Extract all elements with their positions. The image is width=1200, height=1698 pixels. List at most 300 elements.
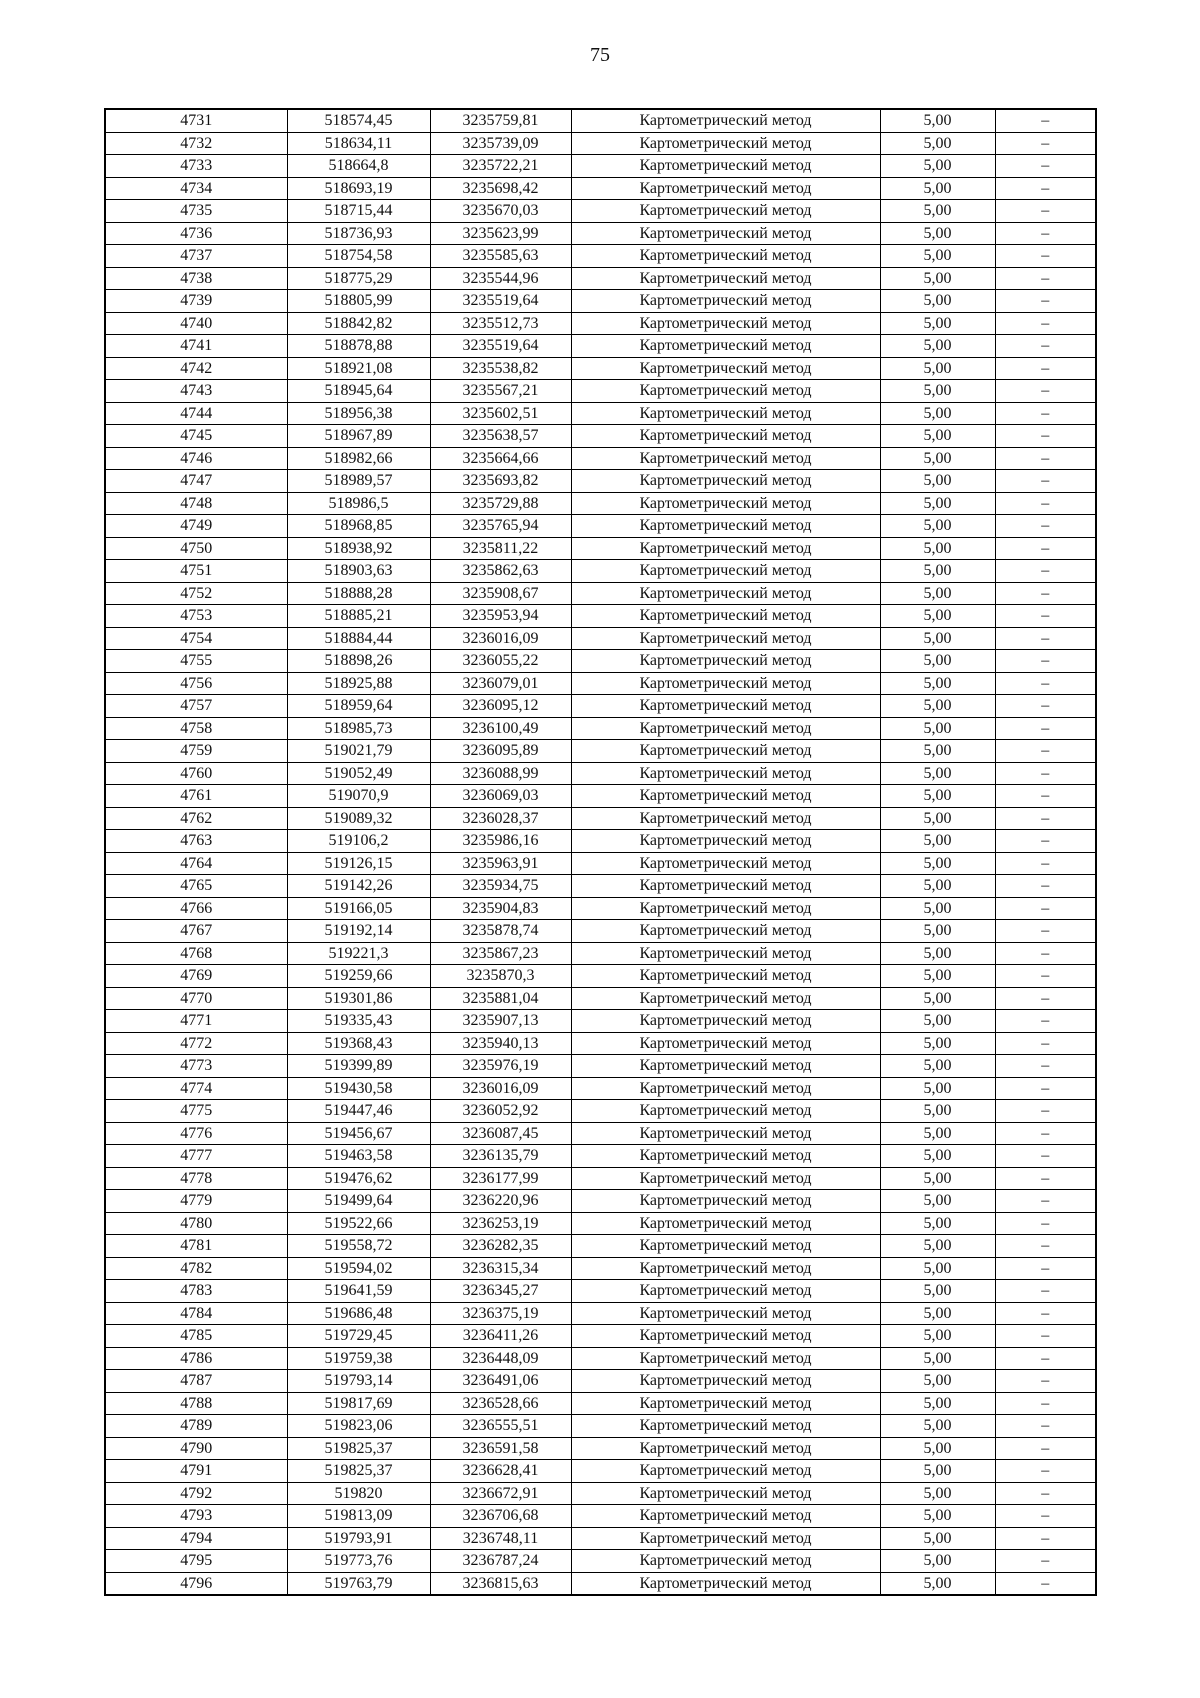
x-coordinate-cell: 519430,58	[287, 1077, 430, 1100]
table-row	[105, 1010, 1096, 1033]
y-coordinate-cell: 3235664,66	[430, 447, 571, 470]
table-row	[105, 582, 1096, 605]
accuracy-cell: 5,00	[880, 447, 995, 470]
accuracy-cell: 5,00	[880, 1505, 995, 1528]
accuracy-cell: 5,00	[880, 785, 995, 808]
point-number-cell: 4784	[105, 1302, 287, 1325]
description-cell: –	[995, 875, 1096, 898]
point-number-cell: 4766	[105, 897, 287, 920]
point-number-cell: 4789	[105, 1415, 287, 1438]
accuracy-cell: 5,00	[880, 245, 995, 268]
x-coordinate-cell: 518664,8	[287, 155, 430, 178]
accuracy-cell: 5,00	[880, 177, 995, 200]
accuracy-cell: 5,00	[880, 1325, 995, 1348]
point-number-cell: 4735	[105, 200, 287, 223]
table-row	[105, 470, 1096, 493]
y-coordinate-cell: 3235567,21	[430, 380, 571, 403]
table-row	[105, 1437, 1096, 1460]
description-cell: –	[995, 1212, 1096, 1235]
description-cell: –	[995, 1302, 1096, 1325]
x-coordinate-cell: 519052,49	[287, 762, 430, 785]
x-coordinate-cell: 519817,69	[287, 1392, 430, 1415]
method-cell: Картометрический метод	[571, 132, 880, 155]
x-coordinate-cell: 519522,66	[287, 1212, 430, 1235]
accuracy-cell: 5,00	[880, 740, 995, 763]
method-cell: Картометрический метод	[571, 740, 880, 763]
method-cell: Картометрический метод	[571, 627, 880, 650]
method-cell: Картометрический метод	[571, 177, 880, 200]
point-number-cell: 4736	[105, 222, 287, 245]
y-coordinate-cell: 3236028,37	[430, 807, 571, 830]
table-row	[105, 132, 1096, 155]
accuracy-cell: 5,00	[880, 312, 995, 335]
table-row	[105, 785, 1096, 808]
point-number-cell: 4753	[105, 605, 287, 628]
point-number-cell: 4744	[105, 402, 287, 425]
y-coordinate-cell: 3235986,16	[430, 830, 571, 853]
point-number-cell: 4734	[105, 177, 287, 200]
method-cell: Картометрический метод	[571, 425, 880, 448]
accuracy-cell: 5,00	[880, 357, 995, 380]
table-row	[105, 1370, 1096, 1393]
accuracy-cell: 5,00	[880, 987, 995, 1010]
point-number-cell: 4763	[105, 830, 287, 853]
accuracy-cell: 5,00	[880, 875, 995, 898]
y-coordinate-cell: 3236672,91	[430, 1482, 571, 1505]
description-cell: –	[995, 312, 1096, 335]
y-coordinate-cell: 3235881,04	[430, 987, 571, 1010]
point-number-cell: 4792	[105, 1482, 287, 1505]
table-row	[105, 357, 1096, 380]
point-number-cell: 4755	[105, 650, 287, 673]
description-cell: –	[995, 492, 1096, 515]
y-coordinate-cell: 3236135,79	[430, 1145, 571, 1168]
table-row	[105, 1077, 1096, 1100]
accuracy-cell: 5,00	[880, 492, 995, 515]
method-cell: Картометрический метод	[571, 267, 880, 290]
description-cell: –	[995, 1392, 1096, 1415]
table-row	[105, 942, 1096, 965]
y-coordinate-cell: 3236345,27	[430, 1280, 571, 1303]
accuracy-cell: 5,00	[880, 425, 995, 448]
x-coordinate-cell: 519823,06	[287, 1415, 430, 1438]
y-coordinate-cell: 3236282,35	[430, 1235, 571, 1258]
x-coordinate-cell: 519476,62	[287, 1167, 430, 1190]
description-cell: –	[995, 830, 1096, 853]
method-cell: Картометрический метод	[571, 830, 880, 853]
accuracy-cell: 5,00	[880, 582, 995, 605]
x-coordinate-cell: 518925,88	[287, 672, 430, 695]
y-coordinate-cell: 3236095,89	[430, 740, 571, 763]
y-coordinate-cell: 3235670,03	[430, 200, 571, 223]
table-row	[105, 830, 1096, 853]
table-row	[105, 1527, 1096, 1550]
table-row	[105, 155, 1096, 178]
method-cell: Картометрический метод	[571, 492, 880, 515]
accuracy-cell: 5,00	[880, 1482, 995, 1505]
method-cell: Картометрический метод	[571, 875, 880, 898]
accuracy-cell: 5,00	[880, 627, 995, 650]
description-cell: –	[995, 267, 1096, 290]
x-coordinate-cell: 518878,88	[287, 335, 430, 358]
x-coordinate-cell: 519070,9	[287, 785, 430, 808]
x-coordinate-cell: 518888,28	[287, 582, 430, 605]
table-row	[105, 762, 1096, 785]
point-number-cell: 4745	[105, 425, 287, 448]
method-cell: Картометрический метод	[571, 537, 880, 560]
description-cell: –	[995, 807, 1096, 830]
table-row	[105, 222, 1096, 245]
description-cell: –	[995, 1527, 1096, 1550]
x-coordinate-cell: 518985,73	[287, 717, 430, 740]
table-row	[105, 425, 1096, 448]
description-cell: –	[995, 1437, 1096, 1460]
table-row	[105, 740, 1096, 763]
accuracy-cell: 5,00	[880, 1460, 995, 1483]
point-number-cell: 4760	[105, 762, 287, 785]
accuracy-cell: 5,00	[880, 717, 995, 740]
method-cell: Картометрический метод	[571, 672, 880, 695]
point-number-cell: 4782	[105, 1257, 287, 1280]
x-coordinate-cell: 519447,46	[287, 1100, 430, 1123]
x-coordinate-cell: 519463,58	[287, 1145, 430, 1168]
x-coordinate-cell: 518989,57	[287, 470, 430, 493]
x-coordinate-cell: 519499,64	[287, 1190, 430, 1213]
description-cell: –	[995, 717, 1096, 740]
point-number-cell: 4764	[105, 852, 287, 875]
x-coordinate-cell: 518634,11	[287, 132, 430, 155]
accuracy-cell: 5,00	[880, 897, 995, 920]
table-row	[105, 920, 1096, 943]
method-cell: Картометрический метод	[571, 1055, 880, 1078]
x-coordinate-cell: 518885,21	[287, 605, 430, 628]
table-row	[105, 1235, 1096, 1258]
table-row	[105, 267, 1096, 290]
y-coordinate-cell: 3235765,94	[430, 515, 571, 538]
method-cell: Картометрический метод	[571, 1482, 880, 1505]
y-coordinate-cell: 3235934,75	[430, 875, 571, 898]
y-coordinate-cell: 3235512,73	[430, 312, 571, 335]
description-cell: –	[995, 1325, 1096, 1348]
accuracy-cell: 5,00	[880, 155, 995, 178]
description-cell: –	[995, 762, 1096, 785]
table-row	[105, 1257, 1096, 1280]
point-number-cell: 4770	[105, 987, 287, 1010]
x-coordinate-cell: 519166,05	[287, 897, 430, 920]
y-coordinate-cell: 3236491,06	[430, 1370, 571, 1393]
x-coordinate-cell: 519686,48	[287, 1302, 430, 1325]
description-cell: –	[995, 582, 1096, 605]
table-row	[105, 650, 1096, 673]
method-cell: Картометрический метод	[571, 942, 880, 965]
method-cell: Картометрический метод	[571, 1325, 880, 1348]
x-coordinate-cell: 519126,15	[287, 852, 430, 875]
y-coordinate-cell: 3236095,12	[430, 695, 571, 718]
method-cell: Картометрический метод	[571, 1392, 880, 1415]
description-cell: –	[995, 245, 1096, 268]
accuracy-cell: 5,00	[880, 537, 995, 560]
table-row	[105, 200, 1096, 223]
x-coordinate-cell: 518715,44	[287, 200, 430, 223]
point-number-cell: 4746	[105, 447, 287, 470]
y-coordinate-cell: 3235538,82	[430, 357, 571, 380]
method-cell: Картометрический метод	[571, 1550, 880, 1573]
table-row	[105, 807, 1096, 830]
y-coordinate-cell: 3235940,13	[430, 1032, 571, 1055]
accuracy-cell: 5,00	[880, 1010, 995, 1033]
point-number-cell: 4741	[105, 335, 287, 358]
point-number-cell: 4758	[105, 717, 287, 740]
accuracy-cell: 5,00	[880, 1370, 995, 1393]
method-cell: Картометрический метод	[571, 1527, 880, 1550]
table-row	[105, 537, 1096, 560]
y-coordinate-cell: 3235878,74	[430, 920, 571, 943]
x-coordinate-cell: 519641,59	[287, 1280, 430, 1303]
y-coordinate-cell: 3235862,63	[430, 560, 571, 583]
table-row	[105, 515, 1096, 538]
description-cell: –	[995, 1122, 1096, 1145]
point-number-cell: 4776	[105, 1122, 287, 1145]
accuracy-cell: 5,00	[880, 267, 995, 290]
x-coordinate-cell: 519793,91	[287, 1527, 430, 1550]
table-row	[105, 1325, 1096, 1348]
x-coordinate-cell: 519368,43	[287, 1032, 430, 1055]
accuracy-cell: 5,00	[880, 200, 995, 223]
description-cell: –	[995, 1010, 1096, 1033]
point-number-cell: 4794	[105, 1527, 287, 1550]
point-number-cell: 4749	[105, 515, 287, 538]
y-coordinate-cell: 3235722,21	[430, 155, 571, 178]
y-coordinate-cell: 3235693,82	[430, 470, 571, 493]
y-coordinate-cell: 3235870,3	[430, 965, 571, 988]
accuracy-cell: 5,00	[880, 1527, 995, 1550]
point-number-cell: 4738	[105, 267, 287, 290]
description-cell: –	[995, 380, 1096, 403]
method-cell: Картометрический метод	[571, 312, 880, 335]
method-cell: Картометрический метод	[571, 1122, 880, 1145]
y-coordinate-cell: 3235638,57	[430, 425, 571, 448]
table-row	[105, 290, 1096, 313]
table-row	[105, 109, 1096, 132]
method-cell: Картометрический метод	[571, 717, 880, 740]
method-cell: Картометрический метод	[571, 335, 880, 358]
y-coordinate-cell: 3236815,63	[430, 1572, 571, 1595]
point-number-cell: 4731	[105, 109, 287, 132]
y-coordinate-cell: 3235602,51	[430, 402, 571, 425]
method-cell: Картометрический метод	[571, 1032, 880, 1055]
description-cell: –	[995, 1505, 1096, 1528]
point-number-cell: 4762	[105, 807, 287, 830]
table-row	[105, 695, 1096, 718]
y-coordinate-cell: 3236220,96	[430, 1190, 571, 1213]
point-number-cell: 4790	[105, 1437, 287, 1460]
method-cell: Картометрический метод	[571, 807, 880, 830]
table-row	[105, 335, 1096, 358]
x-coordinate-cell: 518921,08	[287, 357, 430, 380]
accuracy-cell: 5,00	[880, 222, 995, 245]
table-row	[105, 897, 1096, 920]
description-cell: –	[995, 1572, 1096, 1595]
description-cell: –	[995, 1077, 1096, 1100]
description-cell: –	[995, 650, 1096, 673]
accuracy-cell: 5,00	[880, 605, 995, 628]
y-coordinate-cell: 3235519,64	[430, 335, 571, 358]
method-cell: Картометрический метод	[571, 1302, 880, 1325]
x-coordinate-cell: 518805,99	[287, 290, 430, 313]
table-row	[105, 447, 1096, 470]
point-number-cell: 4754	[105, 627, 287, 650]
y-coordinate-cell: 3236555,51	[430, 1415, 571, 1438]
point-number-cell: 4791	[105, 1460, 287, 1483]
y-coordinate-cell: 3235759,81	[430, 109, 571, 132]
y-coordinate-cell: 3235908,67	[430, 582, 571, 605]
y-coordinate-cell: 3236628,41	[430, 1460, 571, 1483]
accuracy-cell: 5,00	[880, 1190, 995, 1213]
y-coordinate-cell: 3235729,88	[430, 492, 571, 515]
x-coordinate-cell: 519820	[287, 1482, 430, 1505]
accuracy-cell: 5,00	[880, 1212, 995, 1235]
y-coordinate-cell: 3235739,09	[430, 132, 571, 155]
x-coordinate-cell: 518903,63	[287, 560, 430, 583]
table-row	[105, 987, 1096, 1010]
table-row	[105, 402, 1096, 425]
table-row	[105, 605, 1096, 628]
description-cell: –	[995, 920, 1096, 943]
table-row	[105, 1167, 1096, 1190]
y-coordinate-cell: 3235963,91	[430, 852, 571, 875]
x-coordinate-cell: 519335,43	[287, 1010, 430, 1033]
y-coordinate-cell: 3235623,99	[430, 222, 571, 245]
point-number-cell: 4759	[105, 740, 287, 763]
accuracy-cell: 5,00	[880, 1055, 995, 1078]
point-number-cell: 4765	[105, 875, 287, 898]
description-cell: –	[995, 1550, 1096, 1573]
point-number-cell: 4747	[105, 470, 287, 493]
table-row	[105, 245, 1096, 268]
y-coordinate-cell: 3235811,22	[430, 537, 571, 560]
table-row	[105, 312, 1096, 335]
y-coordinate-cell: 3235867,23	[430, 942, 571, 965]
accuracy-cell: 5,00	[880, 560, 995, 583]
accuracy-cell: 5,00	[880, 830, 995, 853]
method-cell: Картометрический метод	[571, 109, 880, 132]
point-number-cell: 4756	[105, 672, 287, 695]
coordinates-table	[104, 108, 1097, 1596]
description-cell: –	[995, 560, 1096, 583]
method-cell: Картометрический метод	[571, 852, 880, 875]
description-cell: –	[995, 1347, 1096, 1370]
description-cell: –	[995, 155, 1096, 178]
point-number-cell: 4781	[105, 1235, 287, 1258]
accuracy-cell: 5,00	[880, 335, 995, 358]
description-cell: –	[995, 470, 1096, 493]
description-cell: –	[995, 605, 1096, 628]
accuracy-cell: 5,00	[880, 1415, 995, 1438]
method-cell: Картометрический метод	[571, 515, 880, 538]
table-row	[105, 875, 1096, 898]
x-coordinate-cell: 518945,64	[287, 380, 430, 403]
x-coordinate-cell: 518982,66	[287, 447, 430, 470]
x-coordinate-cell: 519594,02	[287, 1257, 430, 1280]
y-coordinate-cell: 3236100,49	[430, 717, 571, 740]
method-cell: Картометрический метод	[571, 1235, 880, 1258]
point-number-cell: 4743	[105, 380, 287, 403]
point-number-cell: 4761	[105, 785, 287, 808]
accuracy-cell: 5,00	[880, 1302, 995, 1325]
x-coordinate-cell: 519825,37	[287, 1437, 430, 1460]
point-number-cell: 4751	[105, 560, 287, 583]
method-cell: Картометрический метод	[571, 380, 880, 403]
y-coordinate-cell: 3236055,22	[430, 650, 571, 673]
y-coordinate-cell: 3235519,64	[430, 290, 571, 313]
y-coordinate-cell: 3236052,92	[430, 1100, 571, 1123]
x-coordinate-cell: 518898,26	[287, 650, 430, 673]
table-row	[105, 717, 1096, 740]
description-cell: –	[995, 672, 1096, 695]
y-coordinate-cell: 3236087,45	[430, 1122, 571, 1145]
x-coordinate-cell: 519106,2	[287, 830, 430, 853]
description-cell: –	[995, 447, 1096, 470]
point-number-cell: 4779	[105, 1190, 287, 1213]
point-number-cell: 4757	[105, 695, 287, 718]
method-cell: Картометрический метод	[571, 1077, 880, 1100]
x-coordinate-cell: 518959,64	[287, 695, 430, 718]
method-cell: Картометрический метод	[571, 650, 880, 673]
x-coordinate-cell: 519759,38	[287, 1347, 430, 1370]
point-number-cell: 4732	[105, 132, 287, 155]
description-cell: –	[995, 515, 1096, 538]
y-coordinate-cell: 3235904,83	[430, 897, 571, 920]
x-coordinate-cell: 519021,79	[287, 740, 430, 763]
point-number-cell: 4740	[105, 312, 287, 335]
y-coordinate-cell: 3236177,99	[430, 1167, 571, 1190]
method-cell: Картометрический метод	[571, 1347, 880, 1370]
description-cell: –	[995, 1482, 1096, 1505]
method-cell: Картометрический метод	[571, 1190, 880, 1213]
table-row	[105, 1550, 1096, 1573]
y-coordinate-cell: 3236016,09	[430, 627, 571, 650]
point-number-cell: 4768	[105, 942, 287, 965]
x-coordinate-cell: 519089,32	[287, 807, 430, 830]
x-coordinate-cell: 518938,92	[287, 537, 430, 560]
point-number-cell: 4775	[105, 1100, 287, 1123]
table-row	[105, 672, 1096, 695]
method-cell: Картометрический метод	[571, 1167, 880, 1190]
accuracy-cell: 5,00	[880, 1257, 995, 1280]
accuracy-cell: 5,00	[880, 695, 995, 718]
description-cell: –	[995, 897, 1096, 920]
x-coordinate-cell: 519793,14	[287, 1370, 430, 1393]
method-cell: Картометрический метод	[571, 965, 880, 988]
point-number-cell: 4777	[105, 1145, 287, 1168]
description-cell: –	[995, 987, 1096, 1010]
description-cell: –	[995, 740, 1096, 763]
accuracy-cell: 5,00	[880, 852, 995, 875]
accuracy-cell: 5,00	[880, 1167, 995, 1190]
method-cell: Картометрический метод	[571, 155, 880, 178]
table-row	[105, 1055, 1096, 1078]
method-cell: Картометрический метод	[571, 1370, 880, 1393]
method-cell: Картометрический метод	[571, 605, 880, 628]
description-cell: –	[995, 1190, 1096, 1213]
table-row	[105, 1100, 1096, 1123]
y-coordinate-cell: 3236016,09	[430, 1077, 571, 1100]
accuracy-cell: 5,00	[880, 402, 995, 425]
accuracy-cell: 5,00	[880, 1145, 995, 1168]
table-row	[105, 1032, 1096, 1055]
description-cell: –	[995, 1100, 1096, 1123]
x-coordinate-cell: 519773,76	[287, 1550, 430, 1573]
